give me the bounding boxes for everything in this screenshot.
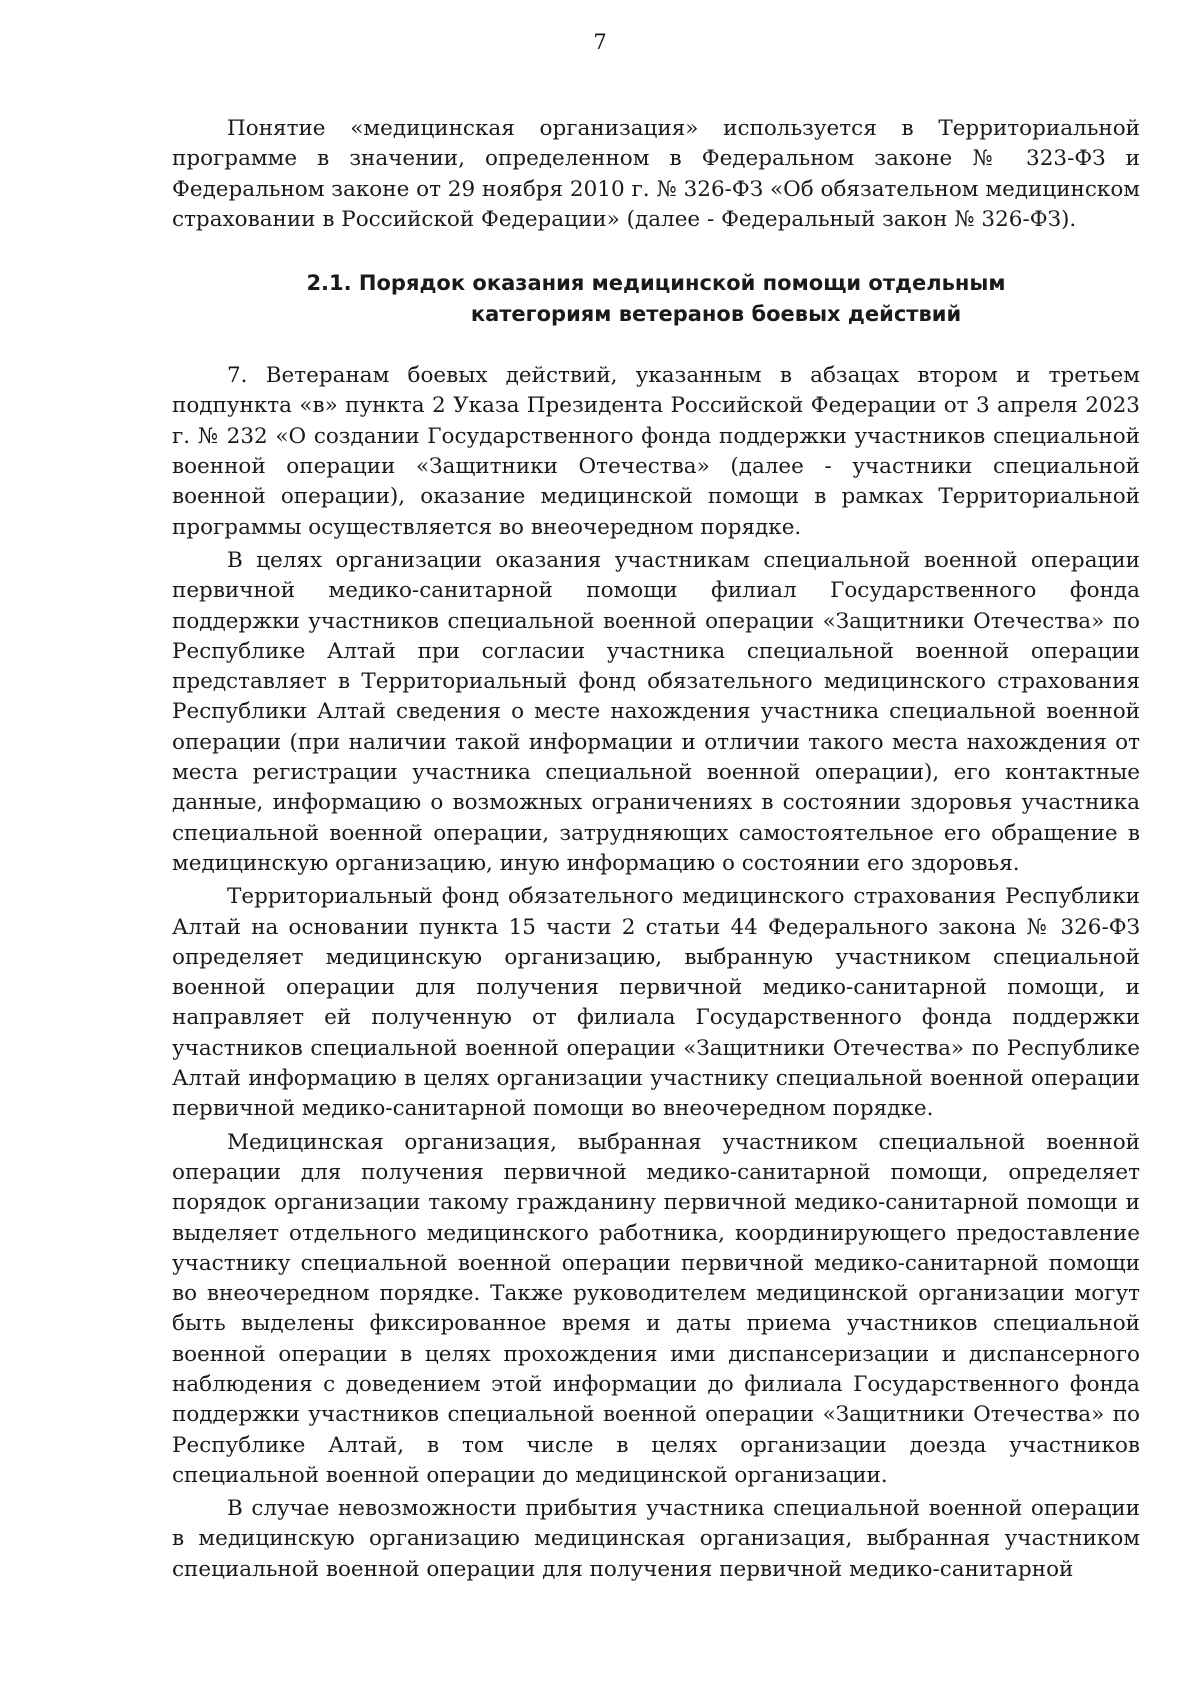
section-heading: [172, 268, 1140, 329]
section-heading-line-2: категориям ветеранов боевых действий: [470, 301, 962, 326]
paragraph-unable-to-arrive: В случае невозможности прибытия участника специальной военной операции в медицинскую организацию медицинская организация, выбранная участником специальной военной операции для получения первичной медико-санитарной: [172, 1496, 1140, 1582]
paragraph-territorial-fund: Территориальный фонд обязательного медицинского страхования Республики Алтай на основании пункта 15 части 2 статьи 44 Федерального закона № 326-ФЗ определяет медицинскую организацию, выбранную участником специальной военной операции для получения первичной медико-санитарной помощи, и направляет ей полученную от филиала Государственного фонда поддержки участников специальной военной операции «Защитники Отечества» по Республике Алтай информацию в целях организации участнику специальной военной операции первичной медико-санитарной помощи во внеочередном порядке.: [172, 884, 1140, 1122]
paragraph-fund-branch-info: В целях организации оказания участникам специальной военной операции первичной медико-санитарной помощи филиал Государственного фонда поддержки участников специальной военной операции «Защитники Отечества» по Республике Алтай при согласии участника специальной военной операции представляет в Территориальный фонд обязательного медицинского страхования Республики Алтай сведения о месте нахождения участника специальной военной операции (при наличии такой информации и отличии такого места нахождения от места регистрации участника специальной военной операции), его контактные данные, информацию о возможных ограничениях в состоянии здоровья участника специальной военной операции, затрудняющих самостоятельное его обращение в медицинскую организацию, иную информацию о состоянии его здоровья.: [172, 547, 1140, 876]
document-body: [172, 114, 1140, 1585]
intro-paragraph: Понятие «медицинская организация» используется в Территориальной программе в значении, определенном в Федеральном законе № 323-ФЗ и Федеральном законе от 29 ноября 2010 г. № 326-ФЗ «Об обязательном медицинском страховании в Российской Федерации» (далее - Федеральный закон № 326-ФЗ).: [172, 116, 1140, 232]
paragraph-7-veterans: 7. Ветеранам боевых действий, указанным в абзацах втором и третьем подпункта «в» пункта 2 Указа Президента Российской Федерации от 3 апреля 2023 г. № 232 «О создании Государственного фонда поддержки участников специальной военной операции «Защитники Отечества» (далее - участники специальной военной операции), оказание медицинской помощи в рамках Территориальной программы осуществляется во внеочередном порядке.: [172, 363, 1140, 540]
paragraph-medical-organization: Медицинская организация, выбранная участником специальной военной операции для получения первичной медико-санитарной помощи, определяет порядок организации такому гражданину первичной медико-санитарной помощи и выделяет отдельного медицинского работника, координирующего предоставление участнику специальной военной операции первичной медико-санитарной помощи во внеочередном порядке. Также руководителем медицинской организации могут быть выделены фиксированное время и даты приема участников специальной военной операции в целях прохождения ими диспансеризации и диспансерного наблюдения с доведением этой информации до филиала Государственного фонда поддержки участников специальной военной операции «Защитники Отечества» по Республике Алтай, в том числе в целях организации доезда участников специальной военной операции до медицинской организации.: [172, 1129, 1140, 1488]
page-number: 7: [593, 30, 607, 54]
section-heading-line-1: 2.1. Порядок оказания медицинской помощи отдельным: [306, 271, 1006, 296]
